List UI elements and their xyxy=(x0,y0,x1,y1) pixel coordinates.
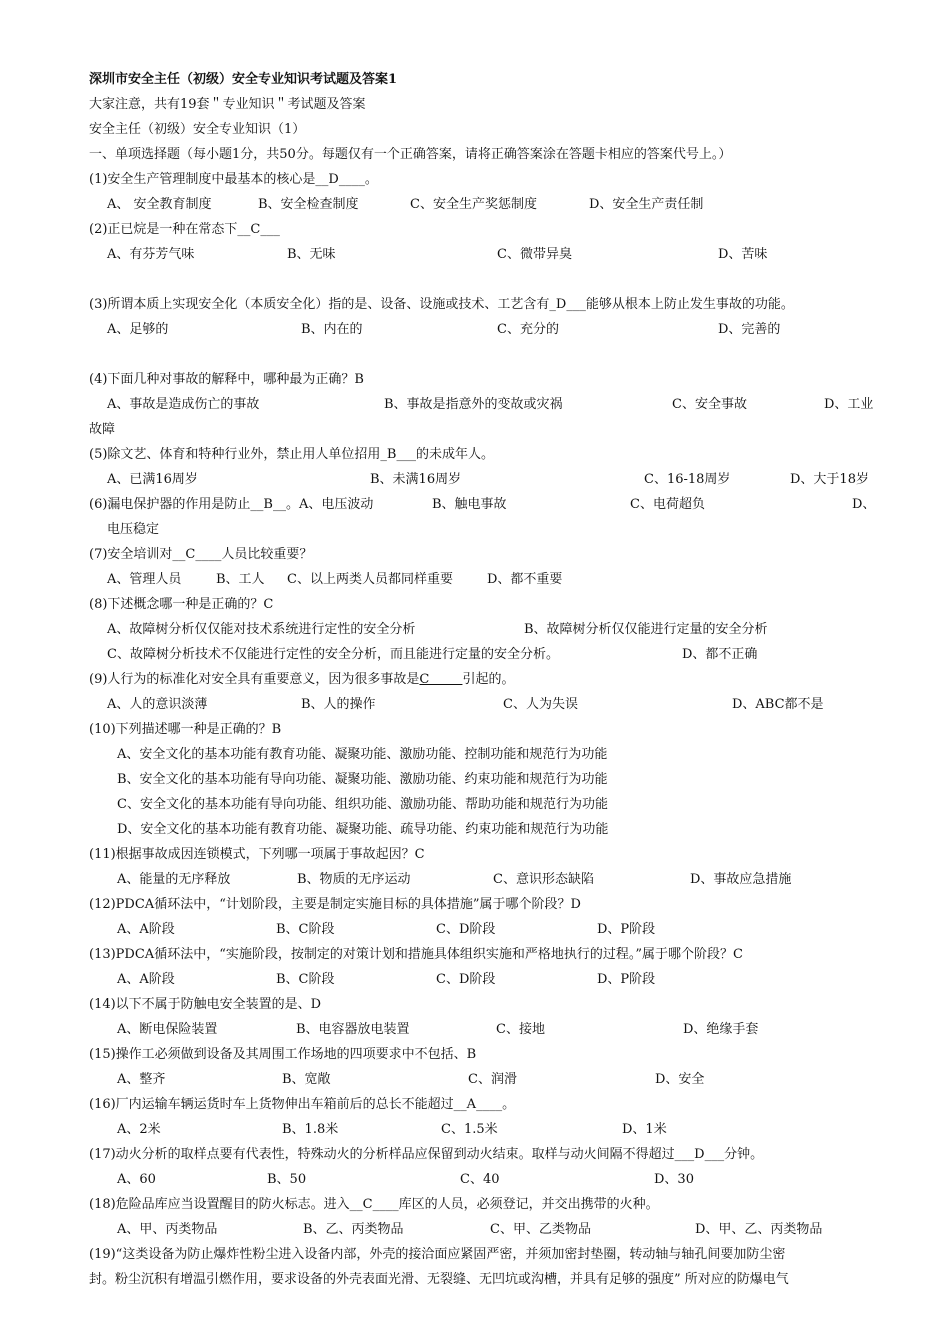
question-4-option-a: A、事故是造成伤亡的事故 xyxy=(107,397,260,412)
question-10-stem: (10)下列描述哪一种是正确的？B xyxy=(89,722,282,737)
question-2-option-c: C、微带异臭 xyxy=(497,247,572,262)
question-1-option-d: D、安全生产责任制 xyxy=(589,197,704,212)
question-4-stem: (4)下面几种对事故的解释中，哪种最为正确？B xyxy=(89,372,364,387)
question-15-option-b: B、宽敞 xyxy=(282,1072,331,1087)
question-7-stem: (7)安全培训对__C____人员比较重要？ xyxy=(89,547,313,562)
question-5-option-d: D、大于18岁 xyxy=(790,472,869,487)
question-1-option-c: C、安全生产奖惩制度 xyxy=(410,197,537,212)
question-7-option-d: D、都不重要 xyxy=(487,572,563,587)
question-6-option-d: D、 xyxy=(852,497,876,512)
question-2-option-b: B、无味 xyxy=(287,247,336,262)
question-5-stem: (5)除文艺、体育和特种行业外，禁止用人单位招用_B___的未成年人。 xyxy=(89,447,494,462)
question-8-option-c: C、故障树分析技术不仅能进行定性的安全分析，而且能进行定量的安全分析。 xyxy=(107,647,559,662)
question-16-option-a: A、2米 xyxy=(117,1122,161,1137)
question-16-option-c: C、1.5米 xyxy=(441,1122,498,1137)
question-19-line-2: 封。粉尘沉积有增温引燃作用，要求设备的外壳表面光滑、无裂缝、无凹坑或沟槽，并具有足够的强度” 所对应的防爆电气 xyxy=(89,1272,789,1287)
question-17-option-c: C、40 xyxy=(460,1172,500,1187)
question-17-option-a: A、60 xyxy=(117,1172,156,1187)
question-4-option-d-cont: 故障 xyxy=(89,422,116,437)
question-14-stem: (14)以下不属于防触电安全装置的是、D xyxy=(89,997,322,1012)
question-8-option-a: A、故障树分析仅仅能对技术系统进行定性的安全分析 xyxy=(107,622,416,637)
question-12-option-c: C、D阶段 xyxy=(436,922,496,937)
question-8-option-d: D、都不正确 xyxy=(682,647,758,662)
question-1-stem: (1)安全生产管理制度中最基本的核心是__D____。 xyxy=(89,172,378,187)
question-7-option-c: C、以上两类人员都同样重要 xyxy=(287,572,453,587)
question-6-option-d-cont: 电压稳定 xyxy=(107,522,160,537)
question-11-option-d: D、事故应急措施 xyxy=(690,872,792,887)
question-5-option-a: A、已满16周岁 xyxy=(107,472,198,487)
question-16-option-b: B、1.8米 xyxy=(282,1122,339,1137)
document-title: 深圳市安全主任（初级）安全专业知识考试题及答案1 xyxy=(89,72,398,87)
question-7-option-a: A、管理人员 xyxy=(107,572,182,587)
question-11-option-b: B、物质的无序运动 xyxy=(297,872,411,887)
question-9-option-b: B、人的操作 xyxy=(301,697,376,712)
question-15-option-a: A、整齐 xyxy=(117,1072,166,1087)
question-16-option-d: D、1米 xyxy=(622,1122,667,1137)
question-9-stem-text: (9)人行为的标准化对安全具有重要意义，因为很多事故是 xyxy=(89,672,420,687)
question-4-option-b: B、事故是指意外的变故或灾祸 xyxy=(384,397,563,412)
question-3-option-c: C、充分的 xyxy=(497,322,559,337)
question-3-option-d: D、完善的 xyxy=(718,322,781,337)
question-17-option-d: D、30 xyxy=(654,1172,694,1187)
question-13-option-d: D、P阶段 xyxy=(597,972,656,987)
question-10-option-c: C、安全文化的基本功能有导向功能、组织功能、激励功能、帮助功能和规范行为功能 xyxy=(117,797,608,812)
question-3-option-b: B、内在的 xyxy=(301,322,363,337)
question-12-option-a: A、A阶段 xyxy=(117,922,175,937)
question-17-option-b: B、50 xyxy=(267,1172,307,1187)
question-5-option-c: C、16-18周岁 xyxy=(644,472,731,487)
question-8-option-b: B、故障树分析仅仅能进行定量的安全分析 xyxy=(524,622,768,637)
question-10-option-a: A、安全文化的基本功能有教育功能、凝聚功能、激励功能、控制功能和规范行为功能 xyxy=(117,747,608,762)
question-4-option-d: D、工业 xyxy=(824,397,874,412)
question-14-option-c: C、接地 xyxy=(496,1022,545,1037)
question-2-option-d: D、苦味 xyxy=(718,247,768,262)
notice-line: 大家注意，共有19套＂专业知识＂考试题及答案 xyxy=(89,97,366,112)
question-8-stem: (8)下述概念哪一种是正确的？C xyxy=(89,597,274,612)
question-9-stem-tail: 引起的。 xyxy=(462,672,515,687)
question-4-option-c: C、安全事故 xyxy=(672,397,747,412)
subtitle-line: 安全主任（初级）安全专业知识（1） xyxy=(89,122,306,137)
question-12-option-b: B、C阶段 xyxy=(276,922,335,937)
question-12-stem: (12)PDCA循环法中，“计划阶段，主要是制定实施目标的具体措施”属于哪个阶段？D xyxy=(89,897,581,912)
question-2-option-a: A、有芬芳气味 xyxy=(107,247,195,262)
question-18-option-d: D、甲、乙、丙类物品 xyxy=(695,1222,823,1237)
question-6-option-b: B、触电事故 xyxy=(432,497,507,512)
section-heading: 一、单项选择题（每小题1分，共50分。每题仅有一个正确答案，请将正确答案涂在答题卡相应的答案代号上。） xyxy=(89,147,732,162)
question-6-stem: (6)漏电保护器的作用是防止__B__。A、电压波动 xyxy=(89,497,374,512)
question-7-option-b: B、工人 xyxy=(216,572,265,587)
question-1-option-a: A、 安全教育制度 xyxy=(107,197,212,212)
question-15-stem: (15)操作工必须做到设备及其周围工作场地的四项要求中不包括、B xyxy=(89,1047,477,1062)
question-13-option-c: C、D阶段 xyxy=(436,972,496,987)
question-19-line-1: (19)“这类设备为防止爆炸性粉尘进入设备内部，外壳的接洽面应紧固严密，并须加密封垫圈，转动轴与轴孔间要加防尘密 xyxy=(89,1247,786,1262)
question-18-stem: (18)危险品库应当设置醒目的防火标志。进入__C____库区的人员，必须登记，并交出携带的火种。 xyxy=(89,1197,659,1212)
question-16-stem: (16)厂内运输车辆运货时车上货物伸出车箱前后的总长不能超过__A____。 xyxy=(89,1097,516,1112)
question-15-option-d: D、安全 xyxy=(655,1072,705,1087)
question-1-option-b: B、安全检查制度 xyxy=(258,197,359,212)
question-15-option-c: C、润滑 xyxy=(468,1072,517,1087)
question-10-option-b: B、安全文化的基本功能有导向功能、凝聚功能、激励功能、约束功能和规范行为功能 xyxy=(117,772,608,787)
question-11-option-c: C、意识形态缺陷 xyxy=(493,872,594,887)
question-3-option-a: A、足够的 xyxy=(107,322,169,337)
question-14-option-b: B、电容器放电装置 xyxy=(296,1022,410,1037)
question-14-option-a: A、断电保险装置 xyxy=(117,1022,218,1037)
question-11-option-a: A、能量的无序释放 xyxy=(117,872,231,887)
question-9-stem xyxy=(89,671,514,689)
question-5-option-b: B、未满16周岁 xyxy=(370,472,462,487)
question-9-answer-blank: C xyxy=(419,672,463,687)
question-13-stem: (13)PDCA循环法中，“实施阶段，按制定的对策计划和措施具体组织实施和严格地执行的过程。”属于哪个阶段？C xyxy=(89,947,743,962)
question-6-option-c: C、电荷超负 xyxy=(630,497,705,512)
question-3-stem: (3)所谓本质上实现安全化（本质安全化）指的是、设备、设施或技术、工艺含有_D___能够从根本上防止发生事故的功能。 xyxy=(89,297,794,312)
question-13-option-b: B、C阶段 xyxy=(276,972,335,987)
question-13-option-a: A、A阶段 xyxy=(117,972,175,987)
question-18-option-b: B、乙、丙类物品 xyxy=(303,1222,404,1237)
question-12-option-d: D、P阶段 xyxy=(597,922,656,937)
question-10-option-d: D、安全文化的基本功能有教育功能、凝聚功能、疏导功能、约束功能和规范行为功能 xyxy=(117,822,609,837)
question-2-stem: (2)正已烷是一种在常态下__C___ xyxy=(89,222,280,237)
question-9-option-c: C、人为失误 xyxy=(503,697,578,712)
question-9-option-d: D、ABC都不是 xyxy=(732,697,824,712)
question-11-stem: (11)根据事故成因连锁模式，下列哪一项属于事故起因？C xyxy=(89,847,425,862)
question-14-option-d: D、绝缘手套 xyxy=(683,1022,759,1037)
question-17-stem: (17)动火分析的取样点要有代表性，特殊动火的分析样品应保留到动火结束。取样与动火间隔不得超过___D___分钟。 xyxy=(89,1147,764,1162)
question-18-option-c: C、甲、乙类物品 xyxy=(490,1222,591,1237)
question-9-option-a: A、人的意识淡薄 xyxy=(107,697,208,712)
question-18-option-a: A、甲、丙类物品 xyxy=(117,1222,218,1237)
